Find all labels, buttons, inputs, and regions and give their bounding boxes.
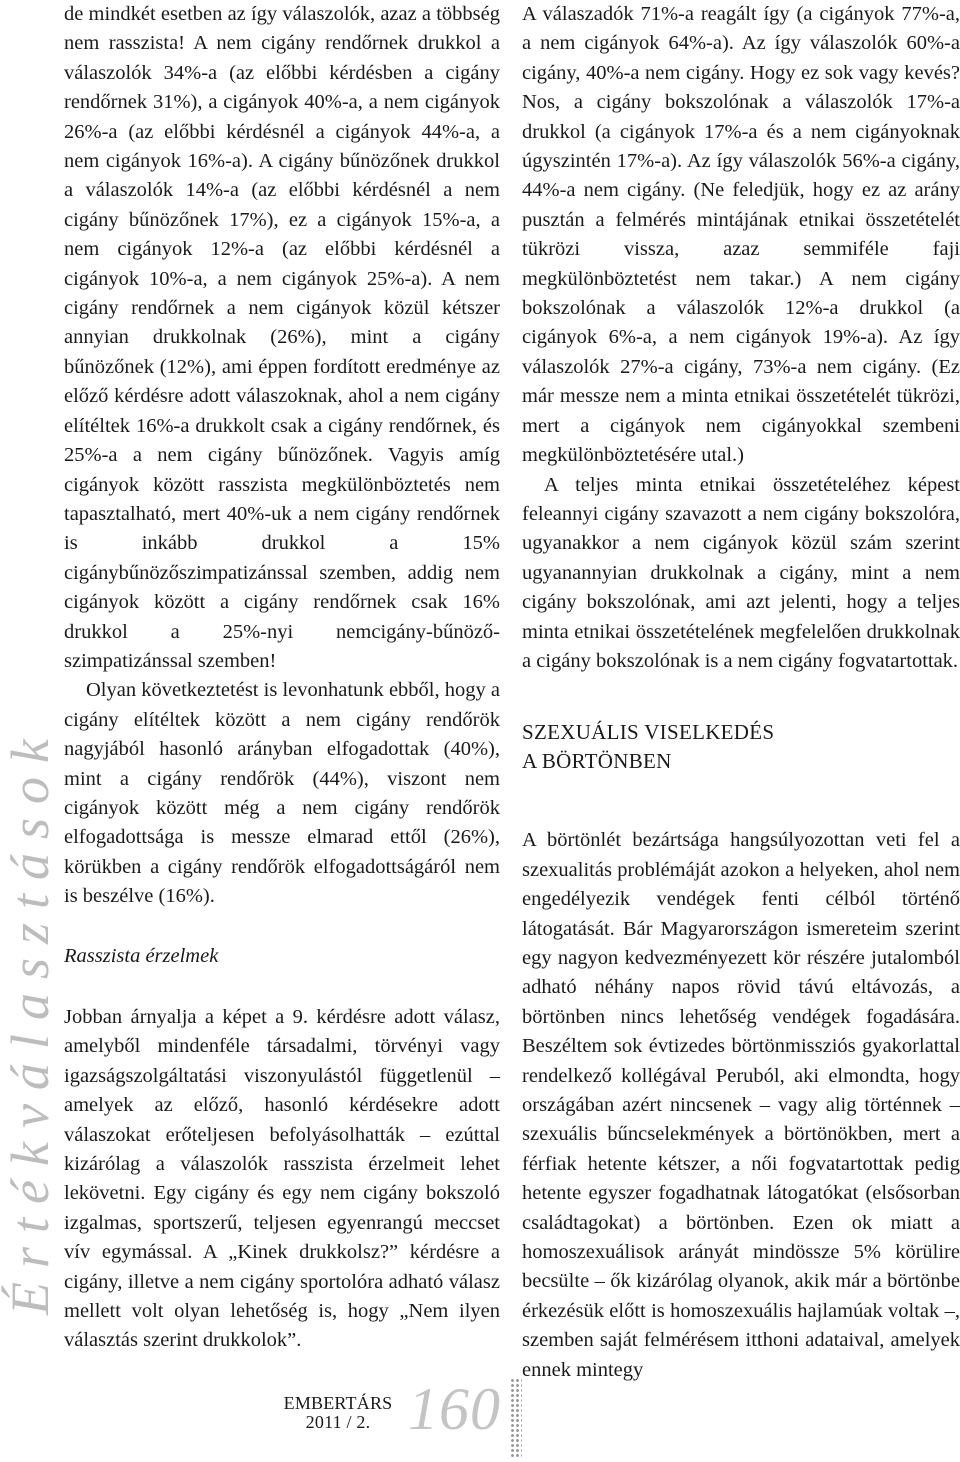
left-paragraph-3: Jobban árnyalja a képet a 9. kérdésre adott válasz, amelyből mindenféle társadalmi, törvényi vagy igazságszolgáltatási viszonyulástól függetlenül – amelyek az előző, hasonló kérdésekre adott válaszokat erőteljesen befolyásolhatták – ezúttal kizárólag a válaszolók rasszista érzelmeit lehet lekövetni. Egy cigány és egy nem cigány bokszoló izgalmas, sportszerű, teljesen egyenrangú meccset vív egymással. A „Kinek drukkolsz?” kérdésre a cigány, illetve a nem cigány sportolóra adható válasz mellett volt olyan lehetőség is, hogy „Nem ilyen választás szerint drukkolok”. — [64, 1006, 500, 1352]
right-paragraph-1: A válaszadók 71%-a reagált így (a cigányok 77%-a, a nem cigányok 64%-a). Az így válaszolók 60%-a cigány, 40%-a nem cigány. Hogy ez sok vagy kevés? Nos, a cigány bokszolónak a válaszolók 17%-a drukkol (a cigányok 17%-a és a nem cigányoknak úgyszintén 17%-a). Az így válaszolók 56%-a cigány, 44%-a nem cigány. (Ne feledjük, hogy ez az arány pusztán a felmérés mintájának etnikai összetételét tükrözi vissza, azaz semmiféle faji megkülönböztetést nem takar.) A nem cigány bokszolónak a válaszolók 12%-a drukkol (a cigányok 6%-a, a nem cigányok 19%-a). Az így válaszolók 27%-a cigány, 73%-a nem cigány. (Ez már messze nem a minta etnikai összetételét tükrözi, mert a cigányok nem cigányokkal szembeni megkülönböztetésére utal.) — [522, 3, 960, 467]
section-heading — [522, 718, 960, 776]
left-paragraph-2: Olyan következtetést is levonhatunk ebből, hogy a cigány elítéltek között a nem cigány rendőrök nagyjából hasonló arányban elfogadottak (40%), mint a cigány rendőrök (44%), viszont nem cigányok között még a nem cigány rendőrök elfogadottsága is messze elmarad ettől (26%), körükben a cigány rendőrök elfogadottságáról nem is beszélve (16%). — [64, 679, 500, 908]
left-column — [64, 0, 500, 1356]
subheading-rasszista-erzelmek: Rasszista érzelmek — [64, 944, 219, 967]
journal-info — [282, 1394, 394, 1432]
section-heading-line-1: SZEXUÁLIS VISELKEDÉS — [522, 720, 775, 745]
left-paragraph-1: de mindkét esetben az így válaszolók, azaz a többség nem rasszista! A nem cigány rendőrnek drukkol a válaszolók 34%-a (az előbbi kérdésben a cigány rendőrnek 31%), a cigányok 40%-a, a nem cigányok 26%-a (az előbbi kérdésnél a cigányok 44%-a, a nem cigányok 16%-a). A cigány bűnözőnek drukkol a válaszolók 14%-a (az előbbi kérdésnél a nem cigány bűnözőnek 17%), ez a cigányok 15%-a, a nem cigányok 12%-a (az előbbi kérdésnél a cigányok 10%-a, a nem cigányok 25%-a). A nem cigány rendőrnek a nem cigányok közül kétszer annyian drukkolnak (26%), mint a cigány bűnözőnek (12%), ami éppen fordított eredménye az előző kérdésre adott válaszoknak, ahol a nem cigány elítéltek 16%-a drukkolt csak a cigány rendőrnek, és 25%-a a nem cigány bűnözőnek. Vagyis amíg cigányok között rasszista megkülönböztetés nem tapasztalható, mert 40%-uk a nem cigány rendőrnek is inkább drukkol a 15% cigánybűnözőszimpatizánssal szemben, addig nem cigányok között a cigány rendőrnek csak 16% drukkol a 25%-nyi nemcigány-bűnöző-szimpatizánssal szemben! — [64, 3, 500, 672]
right-column — [522, 0, 960, 1385]
decorative-dot-strip — [510, 1378, 522, 1458]
journal-name: EMBERTÁRS — [283, 1393, 393, 1413]
right-paragraph-2: A teljes minta etnikai összetételéhez képest feleannyi cigány szavazott a nem cigány bokszolóra, ugyanakkor a nem cigányok közül szám szerint ugyanannyian drukkolnak a cigány, mint a nem cigány bokszolónak, ami azt jelenti, hogy a teljes minta etnikai összetételének megfelelően drukkolnak a cigány bokszolónak is a nem cigány fogvatartottak. — [522, 473, 960, 672]
journal-issue: 2011 / 2. — [305, 1412, 371, 1432]
section-heading-line-2: A BÖRTÖNBEN — [522, 749, 672, 774]
page-number: 160 — [408, 1376, 501, 1442]
section-side-title — [0, 680, 60, 1360]
side-title-text: Értékválasztások — [0, 725, 60, 1315]
page-footer — [0, 1378, 960, 1462]
right-paragraph-3: A börtönlét bezártsága hangsúlyozottan veti fel a szexualitás problémáját azokon a helyeken, ahol nem engedélyezik vendégek fenti célból történő látogatását. Bár Magyarországon ismereteim szerint egy nagyon kedvezményezett kör részére jutalomból adható néhány napos rövid távú eltávozás, a börtönben nincs lehetőség vendégek fogadására. Beszéltem sok évtizedes börtönmissziós gyakorlattal rendelkező kollégával Peruból, aki elmondta, hogy országában azért nincsenek – vagy alig történnek – szexuális bűncselekmények a börtönökben, mert a férfiak hetente kétszer, a női fogvatartottak pedig hetente egyszer fogadhatnak látogatókat (elsősorban családtagokat) a börtönben. Ezen ok miatt a homoszexuálisok arányát mindössze 5% körülire becsülte – ők kizárólag olyanok, akik már a börtönbe érkezésük előtt is homoszexuális hajlamúak voltak –, szemben saját felmérésem itthoni adataival, amelyek ennek mintegy — [522, 829, 960, 1381]
